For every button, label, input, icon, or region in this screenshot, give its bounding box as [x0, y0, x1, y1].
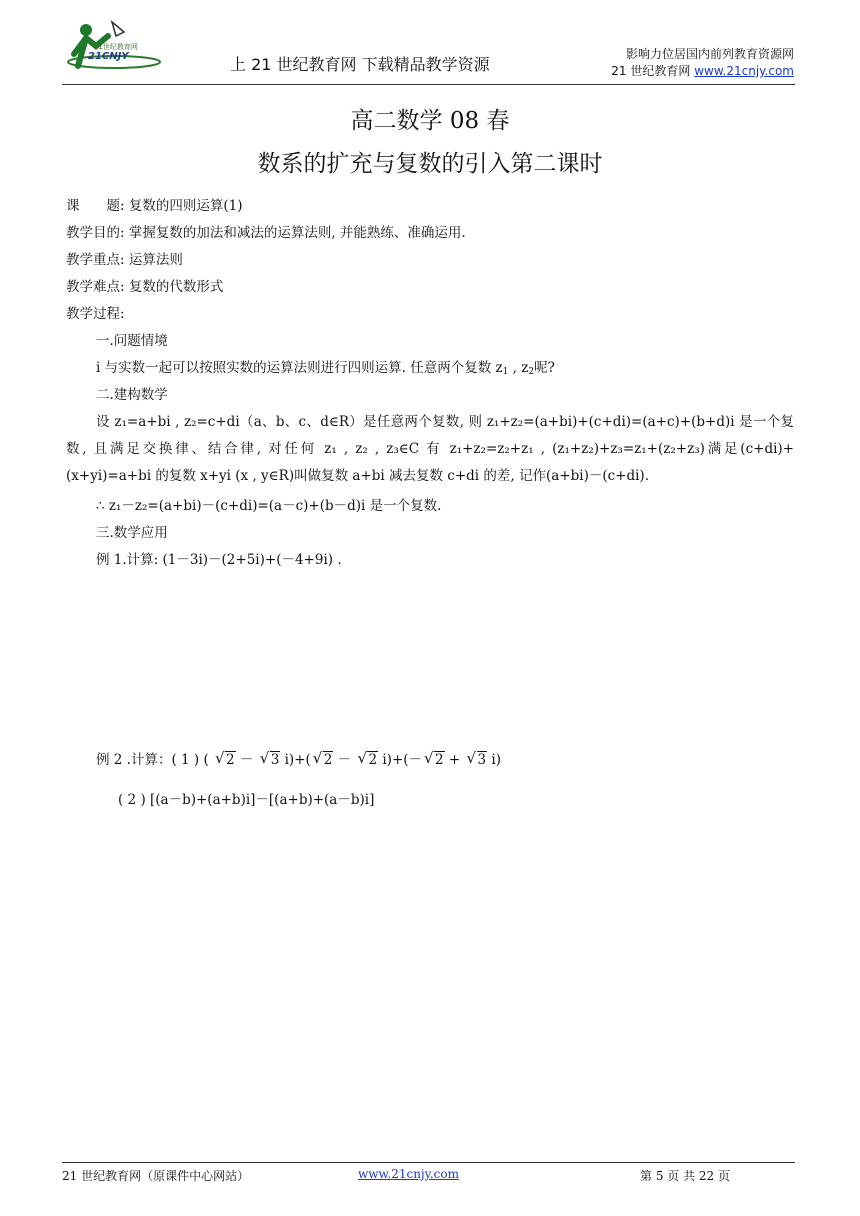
meta-topic: 课 题: 复数的四则运算(1): [66, 198, 243, 214]
ex2-part3: i)+(－: [382, 752, 423, 768]
footer-divider: [62, 1162, 795, 1163]
page-title: 高二数学 08 春: [350, 108, 510, 134]
footer-site-name: 21 世纪教育网（原课件中心网站）: [62, 1169, 250, 1183]
section2-heading: 二.建构数学: [96, 387, 168, 403]
footer-page-number: 第 5 页 共 22 页: [640, 1169, 730, 1183]
sqrt-2-b: √ 2: [312, 749, 333, 768]
header-site-line: [611, 63, 794, 80]
ex2-part2: i)+(: [284, 752, 311, 768]
meta-key: 教学重点: 运算法则: [66, 252, 183, 268]
example-2a: [96, 750, 501, 770]
ex2-plus: +: [444, 752, 465, 768]
header-site-name: 21 世纪教育网: [611, 64, 695, 78]
section2-paragraph: 设 z₁=a+bi , z₂=c+di（a、b、c、d∈R）是任意两个复数, 则 z₁+z₂=(a+bi)+(c+di)=(a+c)+(b+d)i 是一个复数, 且满足交换律、结合律, 对任何 z₁ , z₂ , z₃∈C 有 z₁+z₂=z₂+z₁ , (z₁+z₂)+z₃=z₁+(z₂+z₃)满足(c+di)+(x+yi)=a+bi 的复数 x+yi (x , y∈R)叫做复数 a+bi 减去复数 c+di 的差, 记作(a+bi)－(c+di).: [66, 414, 794, 484]
sqrt-3-a: √ 3: [259, 749, 280, 768]
header-divider: [62, 84, 795, 85]
section2-conclusion: ∴ z₁－z₂=(a+bi)－(c+di)=(a－c)+(b－d)i 是一个复数.: [96, 498, 442, 514]
footer-link[interactable]: www.21cnjy.com: [358, 1167, 459, 1181]
sqrt-2-c: √ 2: [357, 749, 378, 768]
ex2-minus-1: －: [235, 752, 258, 768]
logo-subtext: 21世纪教育网: [94, 43, 138, 51]
page-header: [0, 0, 860, 86]
logo-text: 21CNJY: [88, 51, 129, 62]
section1-text-b: , z: [508, 360, 529, 376]
section1-text-c: 呢?: [534, 360, 555, 376]
example-1: 例 1.计算: (1－3i)－(2+5i)+(－4+9i) .: [96, 552, 342, 568]
sqrt-2-d: √ 2: [424, 749, 444, 768]
header-slogan: 上 21 世纪教育网 下载精品教学资源: [230, 55, 490, 74]
header-tagline: 影响力位居国内前列教育资源网: [625, 47, 794, 61]
section1-text: i 与实数一起可以按照实数的运算法则进行四则运算. 任意两个复数 $z_1$ , $z_2$呢?: [96, 360, 555, 377]
header-right-info: [611, 46, 794, 80]
meta-goal: 教学目的: 掌握复数的加法和减法的运算法则, 并能熟练、准确运用.: [66, 225, 466, 241]
example-2b: ( 2 ) [(a－b)+(a+b)i]－[(a+b)+(a－b)i]: [118, 792, 375, 808]
section1-heading: 一.问题情境: [96, 333, 168, 349]
sqrt-3-b: √ 3: [466, 749, 487, 768]
page-subtitle: 数系的扩充与复数的引入第二课时: [257, 151, 603, 177]
ex2-minus-2: －: [333, 752, 356, 768]
ex2-end: i): [491, 752, 502, 768]
header-site-link[interactable]: www.21cnjy.com: [694, 64, 794, 78]
meta-difficulty: 教学难点: 复数的代数形式: [66, 279, 224, 295]
meta-process: 教学过程:: [66, 306, 125, 322]
section1-text-a: i 与实数一起可以按照实数的运算法则进行四则运算. 任意两个复数 z: [96, 360, 503, 376]
ex2-label: 例 2 .计算：( 1 ) (: [96, 752, 209, 768]
section3-heading: 三.数学应用: [96, 525, 168, 541]
sqrt-2-a: √ 2: [215, 749, 235, 768]
site-logo: [64, 18, 174, 76]
